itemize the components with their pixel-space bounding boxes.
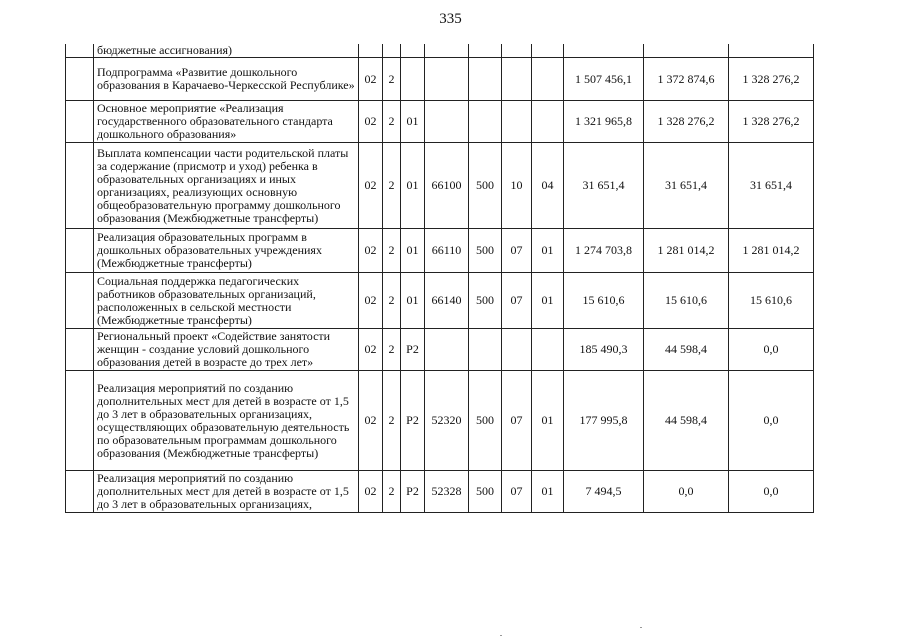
amount-year1-cell: 1 321 965,8 — [564, 101, 644, 143]
amount-year2-cell: 1 328 276,2 — [644, 101, 729, 143]
ministry-code-cell: 02 — [359, 273, 383, 329]
amount-year3-cell: 31 651,4 — [729, 143, 814, 229]
row-number-cell — [66, 101, 94, 143]
amount-year1-cell: 15 610,6 — [564, 273, 644, 329]
table-row — [66, 329, 814, 371]
subsection-code-cell: 01 — [532, 471, 564, 513]
ministry-code-cell — [359, 44, 383, 58]
direction-code-cell: 52328 — [425, 471, 469, 513]
amount-year2-cell: 0,0 — [644, 471, 729, 513]
direction-code-cell: 66140 — [425, 273, 469, 329]
amount-year3-cell: 1 328 276,2 — [729, 58, 814, 101]
amount-year3-cell: 1 328 276,2 — [729, 101, 814, 143]
subsection-code-cell: 01 — [532, 229, 564, 273]
section-code-cell: 07 — [502, 273, 532, 329]
item-name-cell: Социальная поддержка педагогических работников образовательных организаций, расположенных в сельской местности (Межбюджетные трансферты) — [94, 273, 359, 329]
direction-code-cell — [425, 101, 469, 143]
item-name-cell: Выплата компенсации части родительской платы за содержание (присмотр и уход) ребенка в образовательных организациях и иных организациях, реализующих основную общеобразовательную программу дошкольного образования (Межбюджетные трансферты) — [94, 143, 359, 229]
expense-type-cell — [469, 58, 502, 101]
amount-year2-cell: 44 598,4 — [644, 329, 729, 371]
subsection-code-cell: 04 — [532, 143, 564, 229]
direction-code-cell: 66110 — [425, 229, 469, 273]
amount-year1-cell: 177 995,8 — [564, 371, 644, 471]
section-code-cell: 10 — [502, 143, 532, 229]
amount-year2-cell: 44 598,4 — [644, 371, 729, 471]
amount-year1-cell: 31 651,4 — [564, 143, 644, 229]
subprogram-code-cell: P2 — [401, 329, 425, 371]
subprogram-code-cell: P2 — [401, 371, 425, 471]
item-name-cell: Реализация мероприятий по созданию дополнительных мест для детей в возрасте от 1,5 до 3 лет в образовательных организациях, — [94, 471, 359, 513]
row-number-cell — [66, 58, 94, 101]
direction-code-cell — [425, 329, 469, 371]
row-number-cell — [66, 371, 94, 471]
ministry-code-cell: 02 — [359, 229, 383, 273]
subsection-code-cell — [532, 329, 564, 371]
expense-type-cell: 500 — [469, 273, 502, 329]
direction-code-cell — [425, 58, 469, 101]
program-code-cell: 2 — [383, 471, 401, 513]
subsection-code-cell — [532, 101, 564, 143]
item-name-cell: Реализация мероприятий по созданию дополнительных мест для детей в возрасте от 1,5 до 3 лет в образовательных организациях, осуществляющих образовательную деятельность по образовательным программам дошкольного образования (Межбюджетные трансферты) — [94, 371, 359, 471]
amount-year2-cell: 15 610,6 — [644, 273, 729, 329]
ministry-code-cell: 02 — [359, 471, 383, 513]
ministry-code-cell: 02 — [359, 58, 383, 101]
row-number-cell — [66, 471, 94, 513]
ministry-code-cell: 02 — [359, 329, 383, 371]
subprogram-code-cell: 01 — [401, 143, 425, 229]
subsection-code-cell: 01 — [532, 371, 564, 471]
table-row — [66, 471, 814, 513]
item-name-cell: Основное мероприятие «Реализация государственного образовательного стандарта дошкольного образования» — [94, 101, 359, 143]
expense-type-cell: 500 — [469, 471, 502, 513]
amount-year3-cell: 0,0 — [729, 471, 814, 513]
page-number: 335 — [439, 11, 462, 27]
subprogram-code-cell — [401, 44, 425, 58]
program-code-cell — [383, 44, 401, 58]
amount-year2-cell: 31 651,4 — [644, 143, 729, 229]
item-name-cell: Подпрограмма «Развитие дошкольного образования в Карачаево-Черкесской Республике» — [94, 58, 359, 101]
subprogram-code-cell: 01 — [401, 273, 425, 329]
subprogram-code-cell: 01 — [401, 229, 425, 273]
program-code-cell: 2 — [383, 101, 401, 143]
ministry-code-cell: 02 — [359, 101, 383, 143]
ministry-code-cell: 02 — [359, 143, 383, 229]
amount-year2-cell — [644, 44, 729, 58]
table-row — [66, 101, 814, 143]
expense-type-cell: 500 — [469, 229, 502, 273]
subprogram-code-cell — [401, 58, 425, 101]
amount-year1-cell — [564, 44, 644, 58]
amount-year3-cell: 0,0 — [729, 329, 814, 371]
section-code-cell: 07 — [502, 229, 532, 273]
direction-code-cell — [425, 44, 469, 58]
amount-year2-cell: 1 281 014,2 — [644, 229, 729, 273]
ministry-code-cell: 02 — [359, 371, 383, 471]
program-code-cell: 2 — [383, 329, 401, 371]
amount-year1-cell: 7 494,5 — [564, 471, 644, 513]
row-number-cell — [66, 273, 94, 329]
section-code-cell: 07 — [502, 471, 532, 513]
section-code-cell — [502, 44, 532, 58]
item-name-cell: бюджетные ассигнования) — [94, 44, 359, 58]
subsection-code-cell: 01 — [532, 273, 564, 329]
direction-code-cell: 52320 — [425, 371, 469, 471]
table-row — [66, 229, 814, 273]
item-name-cell: Региональный проект «Содействие занятости женщин - создание условий дошкольного образования детей в возрасте до трех лет» — [94, 329, 359, 371]
amount-year1-cell: 185 490,3 — [564, 329, 644, 371]
section-code-cell — [502, 329, 532, 371]
subprogram-code-cell: 01 — [401, 101, 425, 143]
subprogram-code-cell: P2 — [401, 471, 425, 513]
program-code-cell: 2 — [383, 229, 401, 273]
table-row — [66, 371, 814, 471]
subsection-code-cell — [532, 44, 564, 58]
item-name-cell: Реализация образовательных программ в дошкольных образовательных учреждениях (Межбюджетные трансферты) — [94, 229, 359, 273]
budget-table — [65, 44, 814, 513]
row-number-cell — [66, 143, 94, 229]
amount-year3-cell: 1 281 014,2 — [729, 229, 814, 273]
scan-speck — [640, 627, 642, 628]
section-code-cell: 07 — [502, 371, 532, 471]
amount-year3-cell: 0,0 — [729, 371, 814, 471]
subsection-code-cell — [532, 58, 564, 101]
amount-year1-cell: 1 274 703,8 — [564, 229, 644, 273]
table-row — [66, 273, 814, 329]
amount-year3-cell: 15 610,6 — [729, 273, 814, 329]
program-code-cell: 2 — [383, 143, 401, 229]
program-code-cell: 2 — [383, 58, 401, 101]
expense-type-cell: 500 — [469, 371, 502, 471]
expense-type-cell: 500 — [469, 143, 502, 229]
expense-type-cell — [469, 101, 502, 143]
row-number-cell — [66, 329, 94, 371]
expense-type-cell — [469, 44, 502, 58]
table-row — [66, 143, 814, 229]
expense-type-cell — [469, 329, 502, 371]
program-code-cell: 2 — [383, 371, 401, 471]
program-code-cell: 2 — [383, 273, 401, 329]
table-row — [66, 58, 814, 101]
scan-speck — [500, 635, 502, 636]
row-number-cell — [66, 44, 94, 58]
section-code-cell — [502, 58, 532, 101]
row-number-cell — [66, 229, 94, 273]
amount-year3-cell — [729, 44, 814, 58]
amount-year1-cell: 1 507 456,1 — [564, 58, 644, 101]
direction-code-cell: 66100 — [425, 143, 469, 229]
table-row — [66, 44, 814, 58]
amount-year2-cell: 1 372 874,6 — [644, 58, 729, 101]
section-code-cell — [502, 101, 532, 143]
